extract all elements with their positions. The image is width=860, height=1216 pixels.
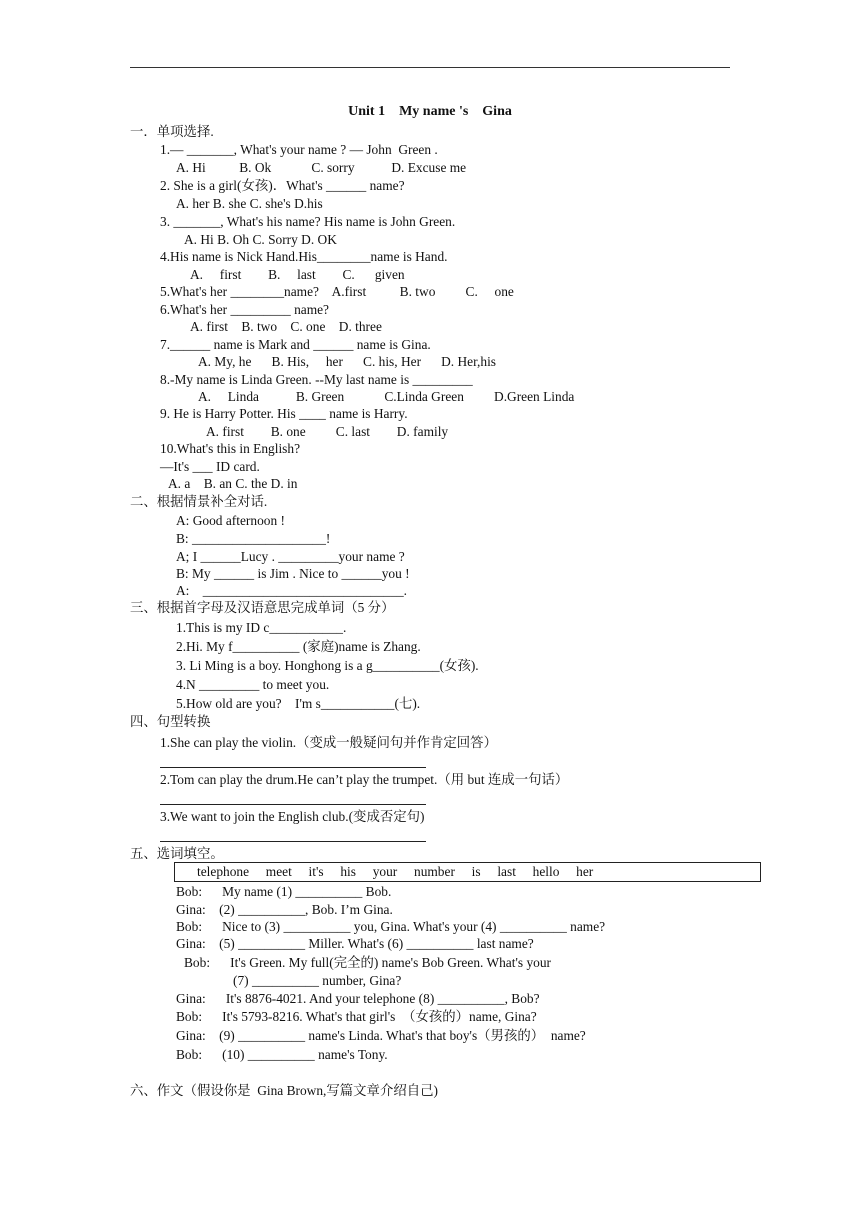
dialogue-line: Gina: (9) __________ name's Linda. What's that boy's（男孩的） name? — [176, 1028, 586, 1043]
dialogue-line: A: Good afternoon ! — [176, 513, 285, 528]
options-line: A. Linda B. Green C.Linda Green D.Green Linda — [198, 389, 575, 404]
section-heading-1: 一．单项选择. — [130, 124, 214, 139]
transform-question: 2.Tom can play the drum.He can’t play the trumpet.（用 but 连成一句话） — [160, 772, 569, 787]
transform-question: 1.She can play the violin.（变成一般疑问句并作肯定回答） — [160, 735, 497, 750]
question-line: 5.What's her ________name? A.first B. two C. one — [160, 284, 514, 299]
question-line: 8.-My name is Linda Green. --My last name is _________ — [160, 372, 473, 387]
dialogue-line: Gina: It's 8876-4021. And your telephone (8) __________, Bob? — [176, 991, 540, 1006]
dialogue-line: A: ______________________________. — [176, 583, 407, 598]
question-line: 10.What's this in English? — [160, 441, 301, 456]
question-line: 6.What's her _________ name? — [160, 302, 330, 317]
question-line: 3. _______, What's his name? His name is John Green. — [160, 214, 456, 229]
dialogue-line: B: ____________________! — [176, 531, 331, 546]
transform-question: 3.We want to join the English club.(变成否定句) — [160, 809, 425, 824]
answer-line — [160, 804, 426, 805]
answer-line — [160, 767, 426, 768]
question-line: 1.— _______, What's your name ? — John Green . — [160, 142, 438, 157]
dialogue-line: (7) __________ number, Gina? — [233, 973, 402, 988]
question-line: 4.His name is Nick Hand.His________name is Hand. — [160, 249, 448, 264]
fill-word-line: 3. Li Ming is a boy. Honghong is a g__________(女孩). — [176, 658, 479, 673]
question-line: 2. She is a girl(女孩)．What's ______ name? — [160, 178, 405, 193]
question-line: 7.______ name is Mark and ______ name is Gina. — [160, 337, 431, 352]
dialogue-line: Gina: (2) __________, Bob. I’m Gina. — [176, 902, 393, 917]
fill-word-line: 2.Hi. My f__________ (家庭)name is Zhang. — [176, 639, 421, 654]
dialogue-line: Bob: My name (1) __________ Bob. — [176, 884, 392, 899]
fill-word-line: 1.This is my ID c___________. — [176, 620, 347, 635]
dialogue-line: Bob: Nice to (3) __________ you, Gina. What's your (4) __________ name? — [176, 919, 606, 934]
dialogue-line: B: My ______ is Jim . Nice to ______you ! — [176, 566, 410, 581]
fill-word-line: 4.N _________ to meet you. — [176, 677, 330, 692]
options-line: A. Hi B. Oh C. Sorry D. OK — [184, 232, 337, 247]
dialogue-line: Gina: (5) __________ Miller. What's (6) __________ last name? — [176, 936, 534, 951]
section-heading-6: 六、作文（假设你是 Gina Brown,写篇文章介绍自己) — [130, 1083, 438, 1098]
question-line: 9. He is Harry Potter. His ____ name is Harry. — [160, 406, 408, 421]
options-line: A. first B. two C. one D. three — [190, 319, 382, 334]
word-bank: telephone meet it's his your number is last hello her — [197, 864, 594, 879]
answer-line — [160, 841, 426, 842]
header-rule — [130, 67, 730, 68]
dialogue-line: A; I ______Lucy . _________your name ? — [176, 549, 405, 564]
dialogue-line: Bob: It's Green. My full(完全的) name's Bob Green. What's your — [184, 955, 551, 970]
dialogue-line: Bob: It's 5793-8216. What's that girl's （女孩的）name, Gina? — [176, 1009, 537, 1024]
options-line: A. her B. she C. she's D.his — [176, 196, 323, 211]
options-line: A. first B. last C. given — [190, 267, 405, 282]
section-heading-4: 四、句型转换 — [130, 714, 211, 729]
section-heading-3: 三、根据首字母及汉语意思完成单词（5 分） — [130, 600, 395, 615]
options-line: A. a B. an C. the D. in — [168, 476, 298, 491]
options-line: A. first B. one C. last D. family — [206, 424, 449, 439]
question-line: —It's ___ ID card. — [160, 459, 260, 474]
options-line: A. My, he B. His, her C. his, Her D. Her,his — [198, 354, 496, 369]
options-line: A. Hi B. Ok C. sorry D. Excuse me — [176, 160, 467, 175]
fill-word-line: 5.How old are you? I'm s___________(七). — [176, 696, 421, 711]
section-heading-5: 五、选词填空。 — [130, 846, 224, 861]
section-heading-2: 二、根据情景补全对话. — [130, 494, 268, 509]
dialogue-line: Bob: (10) __________ name's Tony. — [176, 1047, 388, 1062]
word-bank-box — [174, 862, 761, 882]
page-title: Unit 1 My name 's Gina — [348, 104, 512, 119]
